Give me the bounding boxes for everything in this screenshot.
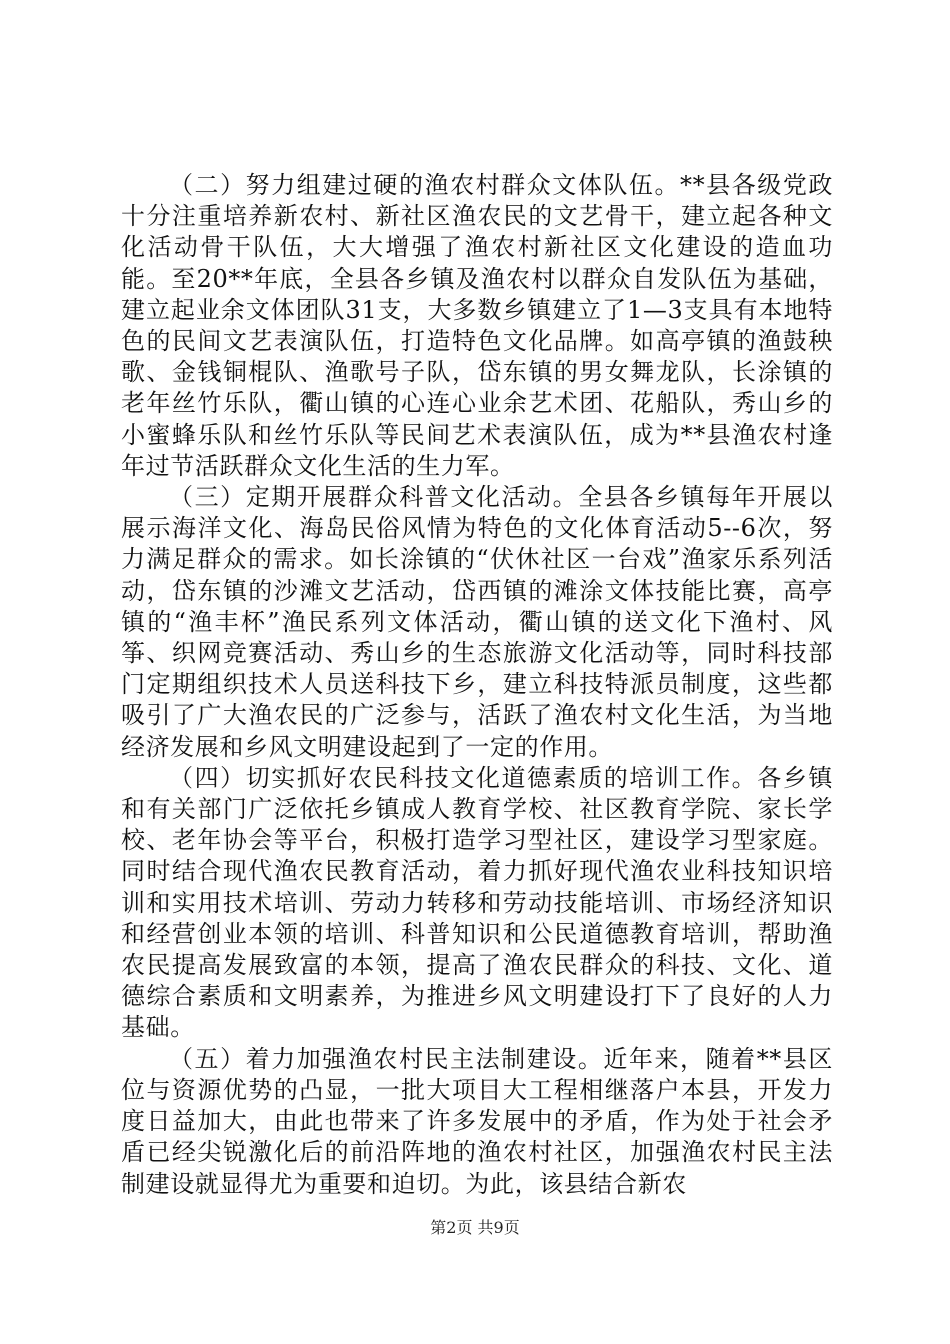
document-body [121, 170, 833, 1200]
paragraph-legal-construction: （五）着力加强渔农村民主法制建设。近年来，随着**县区位与资源优势的凸显，一批大项目大工程相继落户本县，开发力度日益加大，由此也带来了许多发展中的矛盾，作为处于社会矛盾已经尖锐激化后的前沿阵地的渔农村社区，加强渔农村民主法制建设就显得尤为重要和迫切。为此，该县结合新农 [121, 1044, 833, 1198]
paragraph-science-activities: （三）定期开展群众科普文化活动。全县各乡镇每年开展以展示海洋文化、海岛民俗风情为特色的文化体育活动5--6次，努力满足群众的需求。如长涂镇的“伏休社区一台戏”渔家乐系列活动，岱东镇的沙滩文艺活动，岱西镇的滩涂文体技能比赛，高亭镇的“渔丰杯”渔民系列文体活动，衢山镇的送文化下渔村、风筝、织网竞赛活动、秀山乡的生态旅游文化活动等，同时科技部门定期组织技术人员送科技下乡，建立科技特派员制度，这些都吸引了广大渔农民的广泛参与，活跃了渔农村文化生活，为当地经济发展和乡风文明建设起到了一定的作用。 [121, 483, 833, 761]
paragraph-cultural-teams: （二）努力组建过硬的渔农村群众文体队伍。**县各级党政十分注重培养新农村、新社区渔农民的文艺骨干，建立起各种文化活动骨干队伍，大大增强了渔农村新社区文化建设的造血功能。至20**年底，全县各乡镇及渔农村以群众自发队伍为基础，建立起业余文体团队31支，大多数乡镇建立了1—3支具有本地特色的民间文艺表演队伍，打造特色文化品牌。如高亭镇的渔鼓秧歌、金钱铜棍队、渔歌号子队，岱东镇的男女舞龙队，长涂镇的老年丝竹乐队，衢山镇的心连心业余艺术团、花船队，秀山乡的小蜜蜂乐队和丝竹乐队等民间艺术表演队伍，成为**县渔农村逢年过节活跃群众文化生活的生力军。 [121, 171, 833, 480]
paragraph-training-work: （四）切实抓好农民科技文化道德素质的培训工作。各乡镇和有关部门广泛依托乡镇成人教育学校、社区教育学院、家长学校、老年协会等平台，积极打造学习型社区，建设学习型家庭。同时结合现代渔农民教育活动，着力抓好现代渔农业科技知识培训和实用技术培训、劳动力转移和劳动技能培训、市场经济知识和经营创业本领的培训、科普知识和公民道德教育培训，帮助渔农民提高发展致富的本领，提高了渔农民群众的科技、文化、道德综合素质和文明素养，为推进乡风文明建设打下了良好的人力基础。 [121, 763, 833, 1042]
page-number-footer: 第2页 共9页 [430, 1218, 520, 1237]
